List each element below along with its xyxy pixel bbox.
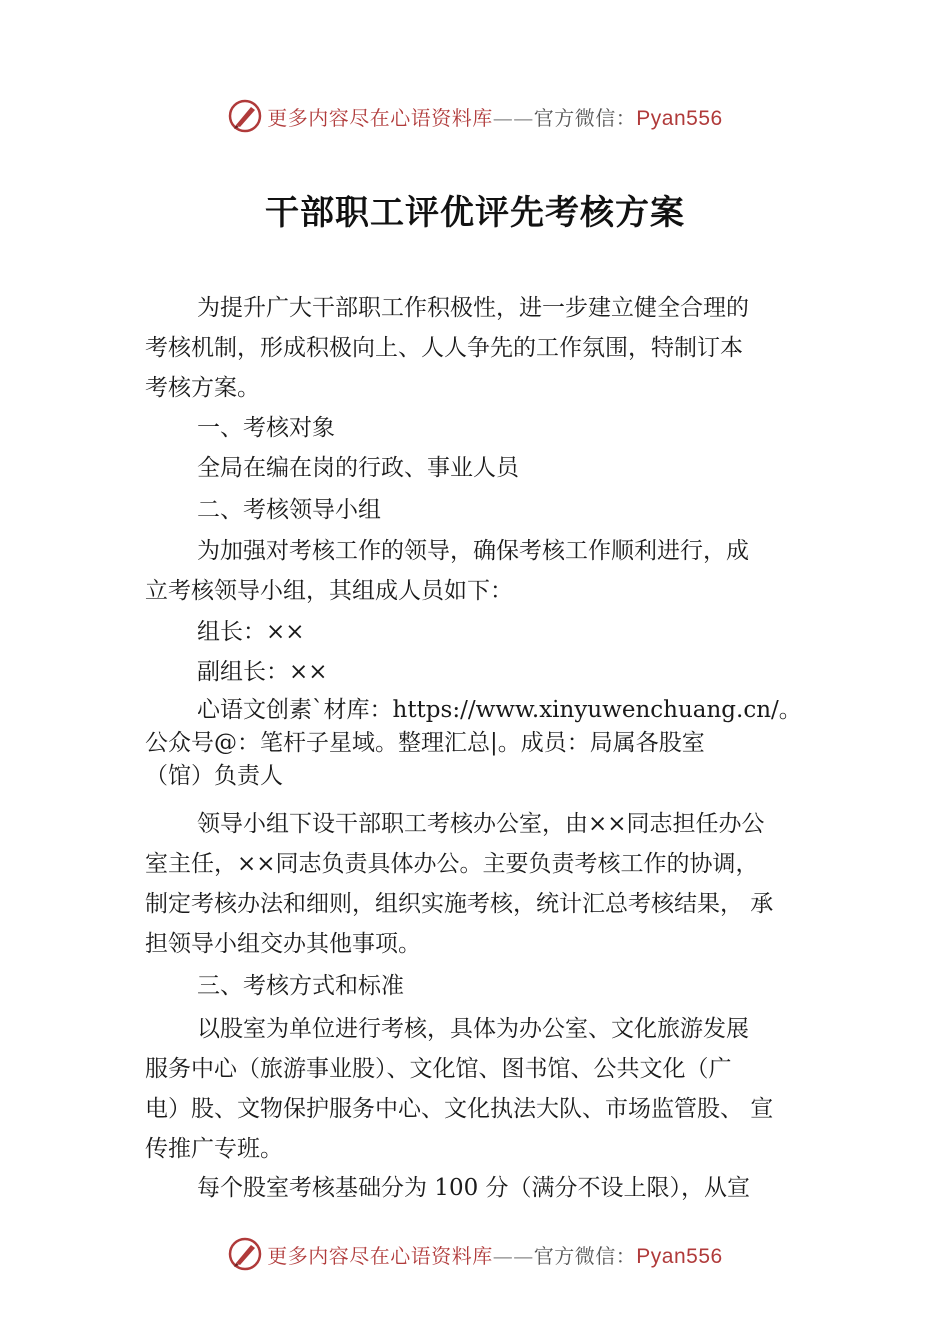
text-line: 制定考核办法和细则，组织实施考核，统计汇总考核结果， 承: [145, 891, 774, 917]
paragraph-group-leader: [145, 612, 305, 652]
text-line: 担领导小组交办其他事项。: [145, 931, 421, 957]
paragraph-assessment-target: [145, 448, 519, 488]
banner-separator: ——: [492, 105, 534, 130]
text-line: 领导小组下设干部职工考核办公室，由××同志担任办公: [197, 811, 765, 837]
header-banner: [0, 96, 950, 136]
banner-separator: ——: [492, 1243, 534, 1268]
footer-banner: [0, 1234, 950, 1274]
text-line: 考核方案。: [145, 375, 260, 401]
banner-account: Pyan556: [636, 1244, 723, 1268]
banner-wechat-label: 官方微信：: [533, 105, 637, 130]
paragraph-intro: [145, 288, 749, 408]
text-line: （馆）负责人: [145, 763, 283, 789]
paragraph-office: [145, 804, 773, 964]
pen-logo-icon: [227, 1236, 263, 1272]
paragraph-method: [145, 1009, 773, 1169]
banner-wechat-label: 官方微信：: [533, 1243, 637, 1268]
text-line: 以股室为单位进行考核，具体为办公室、文化旅游发展: [197, 1016, 749, 1042]
text-line: 心语文创素`材库：https://www.xinyuwenchuang.cn/。: [197, 697, 802, 723]
paragraph-leadership: [145, 531, 749, 611]
text-line: 为提升广大干部职工作积极性，进一步建立健全合理的: [197, 295, 749, 321]
text-line: 每个股室考核基础分为 100 分（满分不设上限），从宣: [197, 1175, 751, 1201]
banner-source: 更多内容尽在心语资料库: [267, 105, 493, 130]
text-line: 全局在编在岗的行政、事业人员: [197, 455, 519, 481]
text-line: 服务中心（旅游事业股）、文化馆、图书馆、公共文化（广: [145, 1056, 732, 1082]
heading-section-2: [145, 490, 381, 530]
banner-account: Pyan556: [636, 106, 723, 130]
text-line: 二、考核领导小组: [197, 497, 381, 523]
text-line: 组长：××: [197, 619, 305, 645]
text-line: 公众号@：笔杆子星域。整理汇总|。成员：局属各股室: [145, 730, 705, 756]
text-line: 电）股、文物保护服务中心、文化执法大队、市场监管股、 宣: [145, 1096, 774, 1122]
pen-logo-icon: [227, 98, 263, 134]
text-line: 立考核领导小组，其组成人员如下：: [145, 578, 513, 604]
text-line: 为加强对考核工作的领导，确保考核工作顺利进行，成: [197, 538, 749, 564]
banner-source: 更多内容尽在心语资料库: [267, 1243, 493, 1268]
paragraph-deputy-leader: [145, 652, 328, 692]
text-line: 三、考核方式和标准: [197, 973, 404, 999]
text-line: 考核机制，形成积极向上、人人争先的工作氛围，特制订本: [145, 335, 743, 361]
paragraph-members: [145, 694, 802, 793]
text-line: 室主任，××同志负责具体办公。主要负责考核工作的协调，: [145, 851, 759, 877]
text-line: 副组长：××: [197, 659, 328, 685]
heading-section-3: [145, 966, 404, 1006]
paragraph-base-score: [145, 1168, 750, 1208]
text-line: 一、考核对象: [197, 415, 335, 441]
document-title: 干部职工评优评先考核方案: [265, 193, 685, 233]
text-line: 传推广专班。: [145, 1136, 283, 1162]
heading-section-1: [145, 408, 335, 448]
